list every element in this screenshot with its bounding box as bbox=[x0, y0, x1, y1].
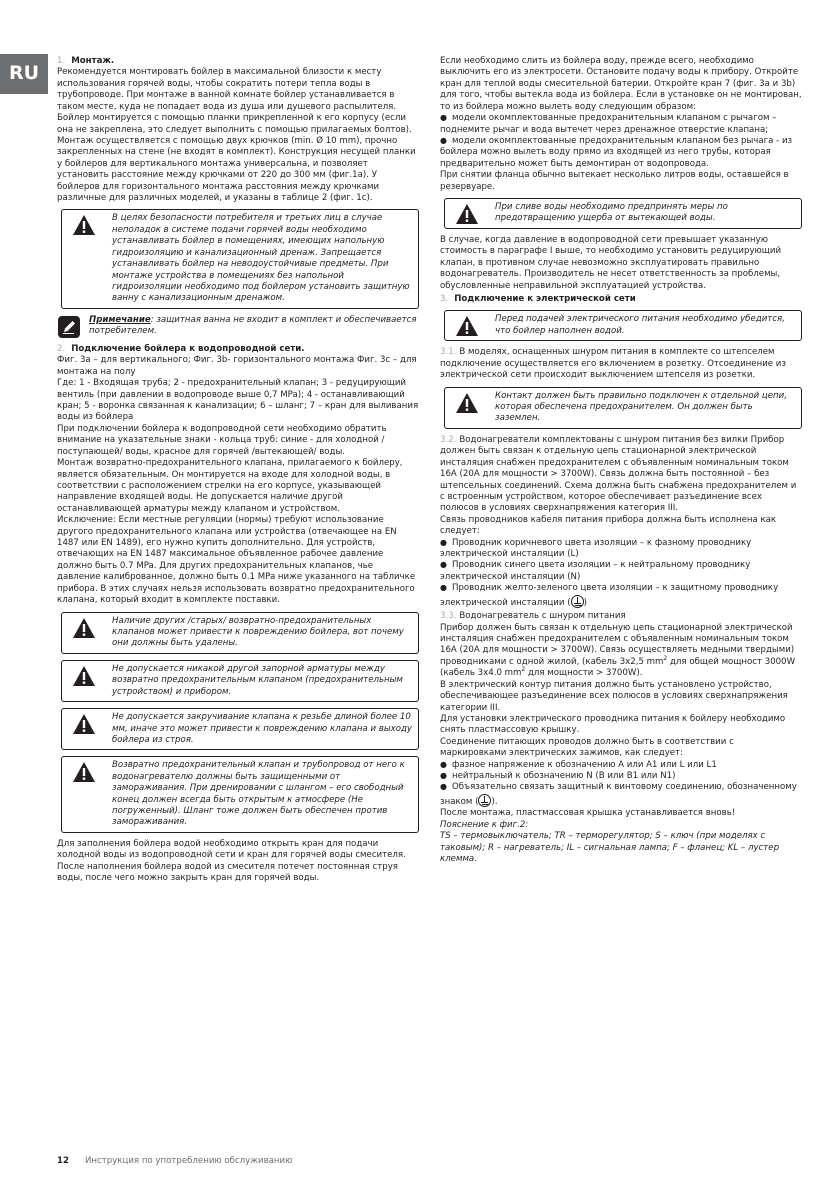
warning-box bbox=[444, 198, 802, 229]
section-title: Подключение к электрической сети bbox=[454, 294, 636, 305]
text-part: Прибор должен быть связан к отдельную цепь стационарной электрической инсталяция снабжен предохранителем с объявленным номинальным током 16A (20A для мощности > 3700W). Связь осуществляеть медными твердыми) проводниками с одной жилой, (кабель 3x2,5 mm bbox=[440, 622, 795, 667]
warning-icon bbox=[72, 617, 96, 639]
warning-icon bbox=[72, 713, 96, 735]
paragraph: Исключение: Если местные регуляции (нормы) требуют использование другого предохранительного клапана или устройства (отвечающее на EN 1487 или EN 1489), его нужно купить дополнительно. Для устройств, отвечающих на EN 1487 максимальное объявленное рабочее давление должно быть 0.7 MPa. Для других предохранительных клапанов, чье давление калиброванное, должно быть 0.1 MPa ниже указанного на табличке прибора. В этих случаях нельзя использовать возвратно предохранительного клапана, который входит в комплекте поставки. bbox=[57, 515, 416, 606]
legend-title: Пояснение к фиг.2: bbox=[440, 819, 529, 830]
warning-text: Перед подачей электрического питания необходимо убедится, что бойлер наполнен водой. bbox=[495, 314, 785, 336]
bullet-item: ● нейтральный к обозначению N (B или B1 или N1) bbox=[440, 771, 802, 782]
warning-box bbox=[61, 209, 419, 308]
warning-text: Не допускается никакой другой запорной арматуры между возвратно предохранительным клапаном (предохранительным устройством) и прибором. bbox=[112, 663, 403, 697]
warning-icon bbox=[455, 392, 479, 414]
note-text: : защитная ванна не входит в комплект и обеспечивается потребителем. bbox=[89, 314, 417, 337]
paragraph: В электрический контур питания должно быть установлено устройство, обеспечивающее разъединение всех полюсов в условиях сверхнапряжения категории III. bbox=[440, 679, 788, 713]
paragraph: В случае, когда давление в водопроводной сети превышает указанную стоимость в параграфе I выше, то необходимо установить редуцирующий клапан, в противном случае невозможно эксплуатировать правильно водонагреватель. Производитель не несет ответственность за проблемы, обусловленные неправильной эксплуатацией устройства. bbox=[440, 234, 782, 291]
bullet-item bbox=[440, 782, 802, 808]
warning-icon bbox=[455, 315, 479, 337]
bullet-text-end: ) bbox=[583, 597, 587, 608]
bullet-text-end: ). bbox=[491, 796, 498, 807]
warning-box bbox=[61, 708, 419, 750]
subsection-number: 3.3. bbox=[440, 611, 457, 622]
subsection-number: 3.2. bbox=[440, 434, 457, 445]
superscript: 2 bbox=[663, 654, 668, 662]
warning-icon bbox=[455, 203, 479, 225]
note-label: Примечание bbox=[89, 314, 151, 325]
warning-box bbox=[61, 660, 419, 702]
section-3-heading bbox=[440, 294, 802, 305]
paragraph: Бойлер монтируется с помощью планки прикрепленной к его корпусу (если она не закреплена, это следует выполнить с помощью прилагаемых болтов). Монтаж осуществляется с помощью двух крючков (min. Ø 10 mm), прочно закрепленных на стене (не входят в комплект). Конструкция несущей планки у бойлеров для вертикального монтажа универсальна, и позволяет установить расстояние между крючками от 220 до 300 мм (фиг.1a). У бойлеров для горизонтального монтажа расстояния между крючками различные для различных моделей, и указаны в таблице 2 (фиг. 1c). bbox=[57, 113, 416, 204]
paragraph bbox=[440, 347, 802, 381]
bullet-item: ● Проводник синего цвета изоляции – к нейтральному проводнику электрической инсталяции (N) bbox=[440, 560, 802, 583]
warning-icon bbox=[72, 665, 96, 687]
paragraph: Рекомендуется монтировать бойлер в максимальной близости к месту использования горячей воды, чтобы сократить потери тепла воды в трубопроводе. При монтаже в ванной комнате бойлер устанавливается в таком месте, куда не попадает вода из душа или душевого распылителя. bbox=[57, 67, 397, 112]
paragraph: Связь проводников кабеля питания прибора должна быть исполнена как следует: bbox=[440, 514, 777, 537]
section-title: Монтаж. bbox=[71, 56, 115, 66]
paragraph: При снятии фланца обычно вытекает несколько литров воды, оставшейся в резервуаре. bbox=[440, 170, 789, 192]
section-number: 3. bbox=[440, 294, 449, 305]
section-number: 1. bbox=[57, 56, 66, 66]
warning-box bbox=[61, 756, 419, 833]
paragraph: Где: 1 - Входящая труба; 2 - предохранительный клапан; 3 - редуцирующий вентиль (при давлении в водопроводе выше 0,7 MPa); 4 - останавливающий кран; 5 - воронка связанная к канализации; 6 – шланг; 7 – кран для выливания воды из бойлера bbox=[57, 378, 419, 423]
paragraph: Если необходимо слить из бойлера воду, прежде всего, необходимо выключить его из электросети. Остановите подачу воды к прибору. Откройте кран для теплой воды смесительной батерии. Откройте кран 7 (фиг. 3a и 3b) для того, чтобы вытекла вода из бойлера. Если в установке он не монтирован, то из бойлера можно вылеть воду следующим образом: bbox=[440, 56, 802, 112]
page-footer bbox=[57, 1156, 292, 1167]
warning-icon bbox=[72, 761, 96, 783]
paragraph bbox=[440, 435, 802, 515]
warning-icon bbox=[72, 214, 96, 236]
warning-box bbox=[444, 387, 802, 429]
section-title: Подключение бойлера к водопроводной сети. bbox=[71, 343, 305, 354]
subsection-title: Водонагреватель с шнуром питания bbox=[459, 611, 626, 622]
bullet-item: ● фазное напряжение к обозначению A или A1 или L или L1 bbox=[440, 760, 802, 771]
paragraph: Для установки электрического проводника питания к бойлеру необходимо снять пластмассовую крышку. bbox=[440, 713, 786, 736]
warning-text: Возвратно предохранительный клапан и трубопровод от него к водонагревателю должны быть защищенными от замораживания. При дренировании с шлангом – его свободный конец должен всегда быть открытым к атмосфере (Не погруженный). Шланг тоже должен быть обеспечен против замораживания. bbox=[112, 760, 405, 828]
right-column bbox=[440, 56, 802, 865]
ground-symbol-icon bbox=[478, 794, 491, 807]
subsection-number: 3.1. bbox=[440, 347, 457, 358]
warning-text: Не допускается закручивание клапана к резьбе длиной более 10 мм, иначе это может привести к повреждению клапана и выходу бойлера из строя. bbox=[112, 712, 413, 745]
paragraph: Для заполнения бойлера водой необходимо открыть кран для подачи холодной воды из водопроводной сети и кран для горячей воды смесителя. После наполнения бойлера водой из смесителя потечет постоянная струя воды, после чего можно закрыть кран для горячей воды. bbox=[57, 838, 406, 884]
left-column bbox=[57, 56, 419, 885]
text-part: для общей мощност 3000W (кабель 3x4.0 mm bbox=[440, 656, 796, 679]
page-number: 12 bbox=[57, 1156, 69, 1166]
note-box bbox=[57, 315, 419, 339]
paragraph: Монтаж возвратно-предохранительного клапана, прилагаемого к бойлеру, является обязательным. Он монтируется на входе для холодной воды, в соответствии с расположением стрелки на его корпусе, указывающей направление входящей воды. Не допускается наличие другой останавливающей арматуры между клапаном и устройством. bbox=[57, 458, 403, 514]
warning-text: Наличие других /старых/ возвратно-предохранительных клапанов может привести к повреждению бойлера, вот почему они должны быть удалены. bbox=[112, 615, 404, 649]
paragraph bbox=[440, 623, 802, 680]
ground-symbol-icon bbox=[571, 595, 584, 608]
subsection-text: В моделях, оснащенных шнуром питания в комплекте со штепселем подключение осуществляется его включением в розетку. Отсоединение из электрической сети происходит выключением штепселя из розетки. bbox=[440, 347, 786, 381]
bullet-item: ● Проводник коричневого цвета изоляции – к фазному проводнику электрической инсталяции (L) bbox=[440, 538, 802, 561]
paragraph: После монтажа, пластмассовая крышка устанавливается вновь! bbox=[440, 808, 736, 819]
subsection-text: Водонагреватели комплектованы с шнуром питания без вилки Прибор должен быть связан к отдельную цепь стационарной электрической инсталяция снабжен предохранителем с объявленным номинальным током 16A (20A для мощности > 3700W). Связь должна быть постоянной – без штепсельных соединений. Схема должна быть снабжена предохранителем и с встроенным устройством, которое обеспечивает разъединение всех полюсов в условиях сверхнапряжения категория III. bbox=[440, 434, 797, 514]
bullet-text: Объязательно связать защитный к винтовому соединению, обозначенному знаком ( bbox=[440, 782, 797, 807]
paragraph: При подключении бойлера к водопроводной сети необходимо обратить внимание на указательные знаки - кольца труб: синие - для холодной / поступающей/ воды, красное для горячей /вытекающей/ воды. bbox=[57, 423, 387, 457]
paragraph: Фиг. 3a – для вертикального; Фиг. 3b- горизонтального монтажа Фиг. 3c – для монтажа на полу bbox=[57, 355, 417, 377]
legend-text: TS – термовыключатель; TR – терморегулятор; S – ключ (при моделях с таковым); R – нагреватель; IL – сигнальная лампа; F – фланец; KL – лустер клемма. bbox=[440, 831, 780, 864]
warning-box bbox=[61, 612, 419, 654]
section-2-heading bbox=[57, 344, 419, 355]
section-number: 2. bbox=[57, 343, 66, 354]
footer-text: Инструкция по употреблению обслуживанию bbox=[84, 1156, 293, 1166]
warning-text: Контакт должен быть правильно подключен к отдельной цепи, которая обеспечена предохранителем. Он должен быть заземлен. bbox=[495, 390, 787, 424]
bullet-item: ● модели окомплектованные предохранительным клапаном без рычага - из бойлера можно вылеть воду прямо из входящей из него трубы, которая предварительно может быть демонтиран от водопровода. bbox=[440, 136, 802, 170]
warning-text: В целях безопасности потребителя и третьих лиц в случае неполадок в системе подачи горячей воды необходимо устанавливать бойлер в помещениях, имеющих напольную гидроизоляцию и канализационный дренаж. Запрещается устанавливать бойлер на неводоустойчивые предметы. При монтаже устройства в помещениях без напольной гидроизоляции необходимо под бойлером установить защитную ванну с канализационным дренажом. bbox=[112, 213, 410, 304]
text-part: для мощности > 3700W). bbox=[525, 668, 643, 679]
warning-box bbox=[444, 310, 802, 341]
warning-text: При сливе воды необходимо предпринять меры по предотвращению ущерба от вытекающей воды. bbox=[495, 202, 728, 224]
paragraph: Соединение питающих проводов должно быть в соответствии с маркировками электрических зажимов, как следует: bbox=[440, 736, 734, 759]
superscript: 2 bbox=[521, 666, 526, 674]
bullet-item bbox=[440, 583, 802, 609]
bullet-item: ● модели окомплектованные предохранительным клапаном с рычагом – поднемите рычаг и вода вытечет через дренажное отверстие клапана; bbox=[440, 113, 802, 136]
bullet-text: Проводник желто-зеленого цвета изоляции – к защитному проводнику электрической инсталяции ( bbox=[440, 583, 779, 608]
language-tab: RU bbox=[0, 54, 48, 94]
section-1-heading bbox=[57, 56, 419, 67]
note-pen-icon bbox=[58, 316, 80, 338]
subsection-heading bbox=[440, 611, 802, 622]
